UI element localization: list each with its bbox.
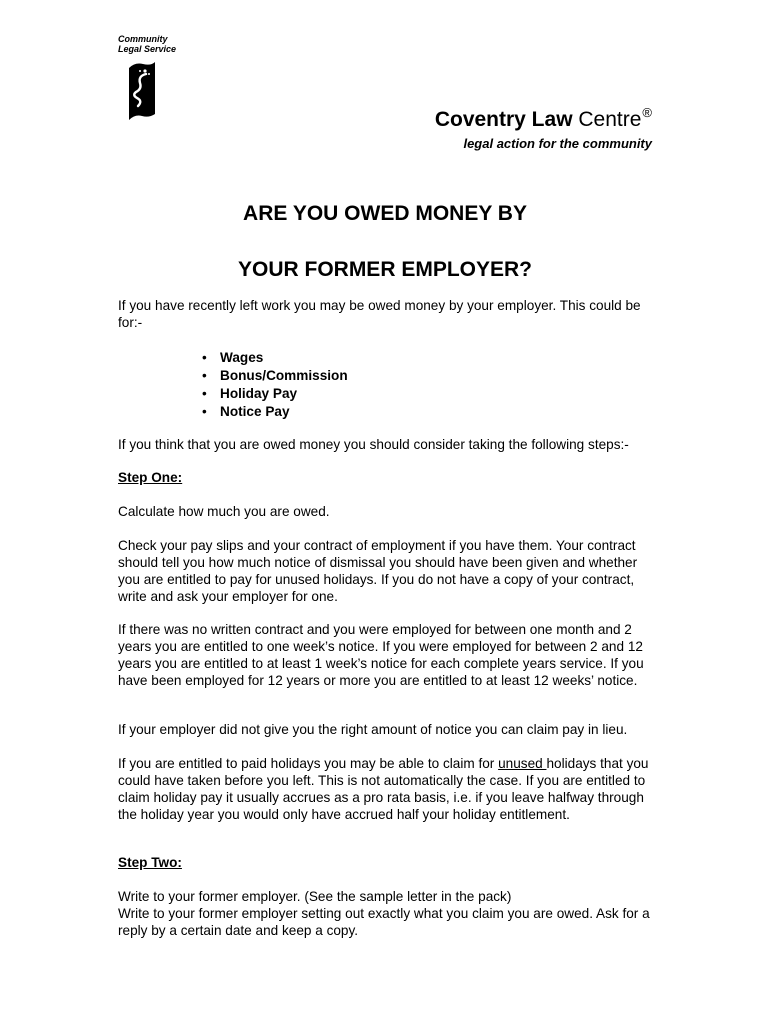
organisation-header: [435, 101, 652, 151]
holiday-text-underlined: unused: [498, 756, 547, 771]
org-name-regular: Centre: [578, 108, 642, 131]
calculate-paragraph: Calculate how much you are owed.: [118, 504, 330, 519]
page-title-line-1: ARE YOU OWED MONEY BY: [243, 202, 527, 225]
holiday-text-before: If you are entitled to paid holidays you may be able to claim for: [118, 756, 499, 771]
page-title-line-2: YOUR FORMER EMPLOYER?: [237, 258, 532, 281]
organisation-name: [435, 101, 652, 132]
logo-text: [118, 34, 176, 54]
consider-paragraph: If you think that you are owed money you should consider taking the following steps:-: [118, 437, 629, 452]
holiday-pay-paragraph: [118, 755, 658, 823]
step-one-heading: Step One:: [118, 470, 183, 485]
community-legal-service-logo-icon: [125, 58, 159, 124]
owed-items-list: [200, 349, 348, 421]
notice-entitlement-paragraph: If there was no written contract and you were employed for between one month and 2 years you are entitled to one week’s notice. If you were employed for between 2 and 12 years you are entitled to at least 1 week’s notice for each complete years service. If you have been employed for 12 years or more you are entitled to at least 12 weeks’ notice.: [118, 622, 644, 688]
logo-line-1: Community: [118, 34, 168, 44]
intro-paragraph: If you have recently left work you may be owed money by your employer. This could be for:-: [118, 298, 641, 330]
list-item: • Wages: [200, 349, 348, 367]
list-item: • Notice Pay: [200, 403, 348, 421]
write-line-1: Write to your former employer. (See the sample letter in the pack): [118, 889, 512, 904]
logo-line-2: Legal Service: [118, 44, 177, 54]
write-line-2: Write to your former employer setting out exactly what you claim you are owed. Ask for a reply by a certain date and keep a copy.: [118, 906, 650, 938]
holiday-text-after: holidays that you could have taken before you left. This is not automatically the case. If you are entitled to claim holiday pay it usually accrues as a pro rata basis, i.e. if you leave halfway through the holiday year you would only have accrued half your holiday entitlement.: [118, 756, 649, 822]
registered-mark: ®: [642, 105, 652, 120]
pay-in-lieu-paragraph: If your employer did not give you the right amount of notice you can claim pay in lieu.: [118, 722, 628, 737]
step-two-heading: Step Two:: [118, 855, 182, 870]
check-payslips-paragraph: Check your pay slips and your contract of employment if you have them. Your contract should tell you how much notice of dismissal you should have been given and whether you are entitled to pay for unused holidays. If you do not have a copy of your contract, write and ask your employer for one.: [118, 538, 638, 604]
write-employer-paragraph: [118, 888, 658, 939]
list-item: • Holiday Pay: [200, 385, 348, 403]
organisation-tagline: legal action for the community: [463, 136, 652, 151]
list-item: • Bonus/Commission: [200, 367, 348, 385]
org-name-bold: Coventry Law: [434, 108, 573, 131]
